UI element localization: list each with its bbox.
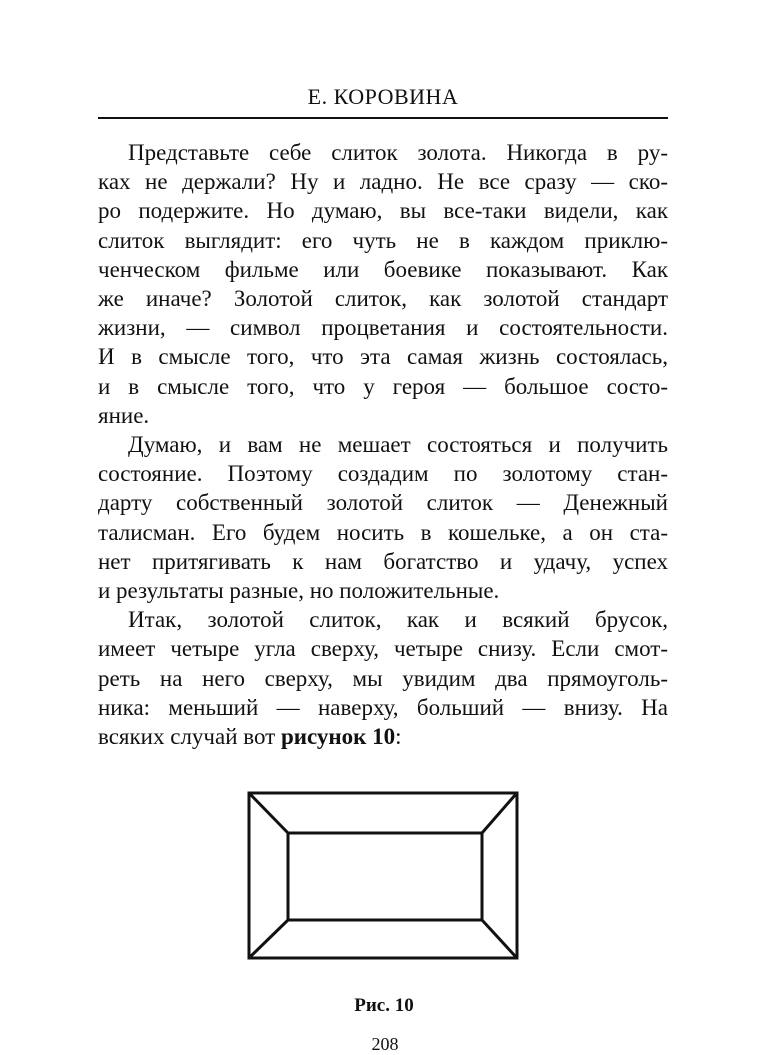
paragraph-3 xyxy=(98,605,668,751)
text-line-with-figure-reference xyxy=(98,722,668,751)
text-line: Итак, золотой слиток, как и всякий брусок, xyxy=(128,607,668,633)
corner-edge-top-left xyxy=(250,794,288,833)
text-line: и в смысле того, что у героя — большое состо- xyxy=(98,373,668,399)
text-line: ника: меньший — наверху, больший — внизу. На xyxy=(98,694,668,720)
text-line: и результаты разные, но положительные. xyxy=(98,578,500,604)
text-line: Представьте себе слиток золота. Никогда в ру- xyxy=(128,140,668,165)
text-line: И в смысле того, что эта самая жизнь состоялась, xyxy=(98,344,668,370)
text-line: имеет четыре угла сверху, четыре снизу. Если смот- xyxy=(98,636,668,662)
text-line: ках не держали? Ну и ладно. Не все сразу — ско- xyxy=(98,169,668,195)
inner-rectangle xyxy=(288,833,482,920)
text-line: ро подержите. Но думаю, вы все-таки видели, как xyxy=(98,198,668,224)
text-line: жизни, — символ процветания и состоятельности. xyxy=(98,315,668,341)
page-number: 208 xyxy=(371,1034,399,1054)
figure-10-ingot-drawing xyxy=(246,790,522,962)
text-line: же иначе? Золотой слиток, как золотой стандарт xyxy=(98,286,668,312)
text-line: талисман. Его будем носить в кошельке, а он ста- xyxy=(98,519,668,545)
corner-edge-bottom-right xyxy=(482,920,516,957)
paragraph-2 xyxy=(98,430,668,605)
corner-edge-top-right xyxy=(482,794,516,833)
gold-ingot-top-view-drawing xyxy=(246,790,522,962)
text-line: ченческом фильме или боевике показывают. Как xyxy=(98,256,668,282)
header-rule xyxy=(98,117,668,119)
corner-edge-bottom-left xyxy=(250,920,288,957)
line-prefix: всяких случай вот xyxy=(98,724,281,750)
running-head: Е. КОРОВИНА xyxy=(307,84,459,109)
figure-reference: рисунок 10 xyxy=(280,724,396,750)
text-line: яние. xyxy=(98,402,150,428)
line-suffix: : xyxy=(395,724,402,750)
text-line: слиток выглядит: его чуть не в каждом приклю- xyxy=(98,227,668,253)
text-line: дарту собственный золотой слиток — Денежный xyxy=(98,490,668,516)
text-line: реть на него сверху, мы увидим два прямоуголь- xyxy=(98,665,668,691)
paragraph-1 xyxy=(98,138,668,430)
text-line: состояние. Поэтому создадим по золотому стан- xyxy=(98,461,668,487)
text-line: Думаю, и вам не мешает состояться и получить xyxy=(128,432,668,458)
figure-caption: Рис. 10 xyxy=(354,995,414,1016)
text-line: нет притягивать к нам богатство и удачу, успех xyxy=(98,548,668,574)
main-text xyxy=(98,138,668,751)
